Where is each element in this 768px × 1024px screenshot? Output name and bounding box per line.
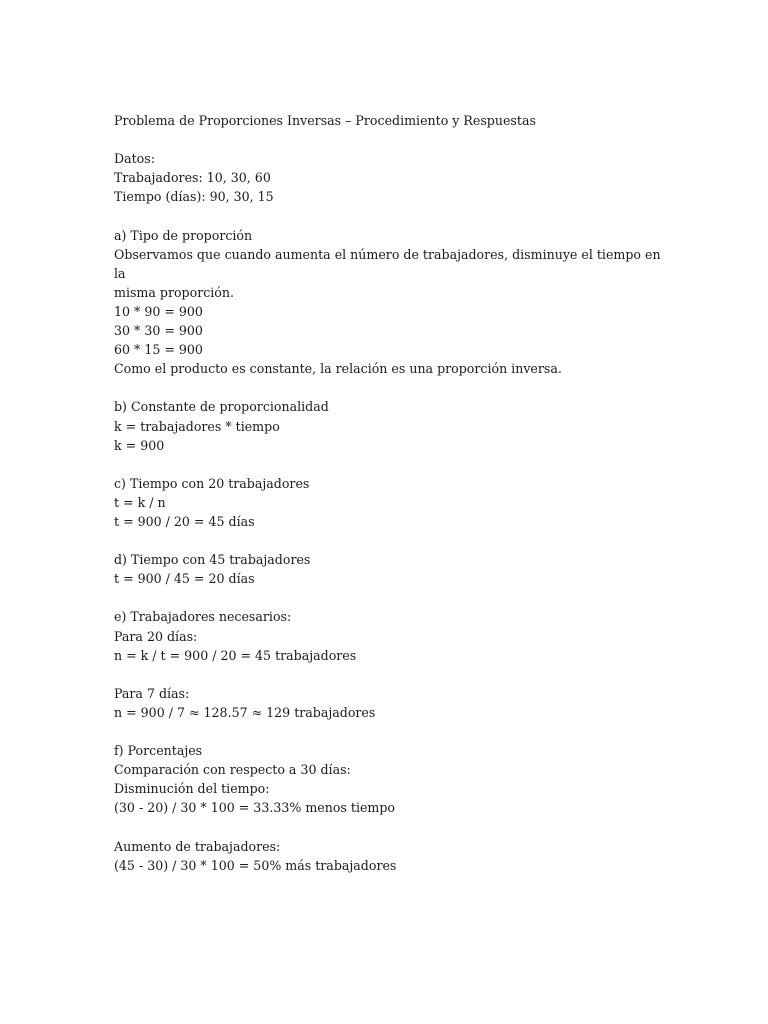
section-e-case-1-label: Para 20 días: — [114, 628, 198, 644]
section-c-result: t = 900 / 20 = 45 días — [114, 513, 255, 529]
spacer — [114, 455, 674, 474]
section-b-result: k = 900 — [114, 437, 165, 453]
section-b-heading: b) Constante de proporcionalidad — [114, 399, 329, 415]
section-d-result: t = 900 / 45 = 20 días — [114, 571, 255, 587]
section-e-case-2-label: Para 7 días: — [114, 685, 190, 701]
section-f-decrease-result: (30 - 20) / 30 * 100 = 33.33% menos tiempo — [114, 800, 396, 816]
section-a-heading: a) Tipo de proporción — [114, 227, 253, 243]
spacer — [114, 665, 674, 684]
section-f-increase-result: (45 - 30) / 30 * 100 = 50% más trabajadores — [114, 857, 397, 873]
spacer — [114, 378, 674, 397]
section-e-case-2-result: n = 900 / 7 ≈ 128.57 ≈ 129 trabajadores — [114, 704, 376, 720]
spacer — [114, 531, 674, 550]
section-a-calc-2: 30 * 30 = 900 — [114, 323, 203, 339]
section-f-increase-label: Aumento de trabajadores: — [114, 838, 281, 854]
section-a-calc-1: 10 * 90 = 900 — [114, 303, 203, 319]
spacer — [114, 817, 674, 836]
section-a-text-line-2: misma proporción. — [114, 284, 234, 300]
section-c-formula: t = k / n — [114, 494, 166, 510]
section-c-heading: c) Tiempo con 20 trabajadores — [114, 475, 310, 491]
datos-tiempo: Tiempo (días): 90, 30, 15 — [114, 189, 274, 205]
section-a-calc-3: 60 * 15 = 900 — [114, 342, 203, 358]
document-body — [114, 111, 674, 875]
section-d-heading: d) Tiempo con 45 trabajadores — [114, 552, 311, 568]
section-f-comparison: Comparación con respecto a 30 días: — [114, 762, 351, 778]
datos-heading: Datos: — [114, 151, 155, 167]
datos-trabajadores: Trabajadores: 10, 30, 60 — [114, 170, 271, 186]
spacer — [114, 130, 674, 149]
spacer — [114, 206, 674, 225]
section-f-decrease-label: Disminución del tiempo: — [114, 781, 270, 797]
section-a-text-line-1: Observamos que cuando aumenta el número de trabajadores, disminuye el tiempo en la — [114, 246, 665, 281]
section-b-formula: k = trabajadores * tiempo — [114, 418, 280, 434]
section-e-heading: e) Trabajadores necesarios: — [114, 609, 292, 625]
spacer — [114, 588, 674, 607]
section-a-conclusion: Como el producto es constante, la relación es una proporción inversa. — [114, 361, 562, 377]
section-f-heading: f) Porcentajes — [114, 743, 203, 759]
document-title: Problema de Proporciones Inversas – Procedimiento y Respuestas — [114, 113, 536, 128]
spacer — [114, 722, 674, 741]
section-e-case-1-result: n = k / t = 900 / 20 = 45 trabajadores — [114, 647, 357, 663]
